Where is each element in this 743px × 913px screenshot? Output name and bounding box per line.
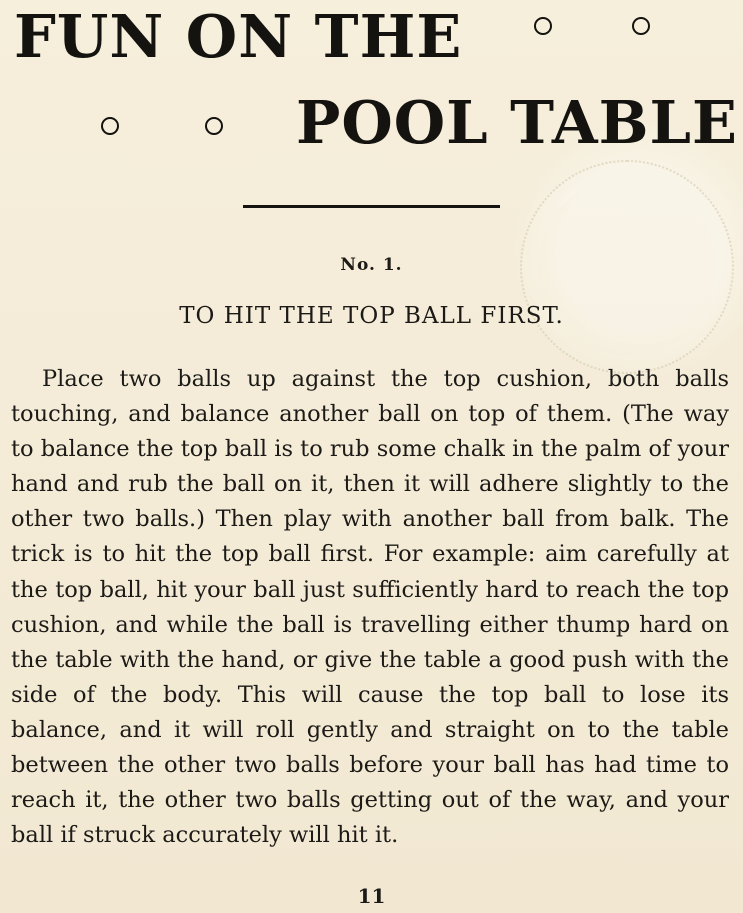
circle-icon xyxy=(101,117,119,135)
page-number: 11 xyxy=(357,884,386,908)
title-line-2: POOL TABLE xyxy=(296,88,738,157)
title-divider xyxy=(243,205,500,208)
circle-icon xyxy=(205,117,223,135)
circle-icon xyxy=(632,17,650,35)
section-heading: TO HIT THE TOP BALL FIRST. xyxy=(179,303,564,329)
circle-icon xyxy=(534,17,552,35)
section-number: No. 1. xyxy=(340,255,403,275)
title-line-1: FUN ON THE xyxy=(14,2,463,71)
body-paragraph: Place two balls up against the top cushion, both balls touching, and balance another ball on top of them. (The way to balance the top ball is to rub some chalk in the palm of your hand and rub the ball on it, then it will adhere slightly to the other two balls.) Then play with another ball from balk. The trick is to hit the top ball first. For example: aim carefully at the top ball, hit your ball just sufficiently hard to reach the top cushion, and while the ball is travelling either thump hard on the table with the hand, or give the table a good push with the side of the body. This will cause the top ball to lose its balance, and it will roll gently and straight on to the table between the other two balls before your ball has had time to reach it, the other two balls getting out of the way, and your ball if struck accurately will hit it. xyxy=(11,366,729,849)
